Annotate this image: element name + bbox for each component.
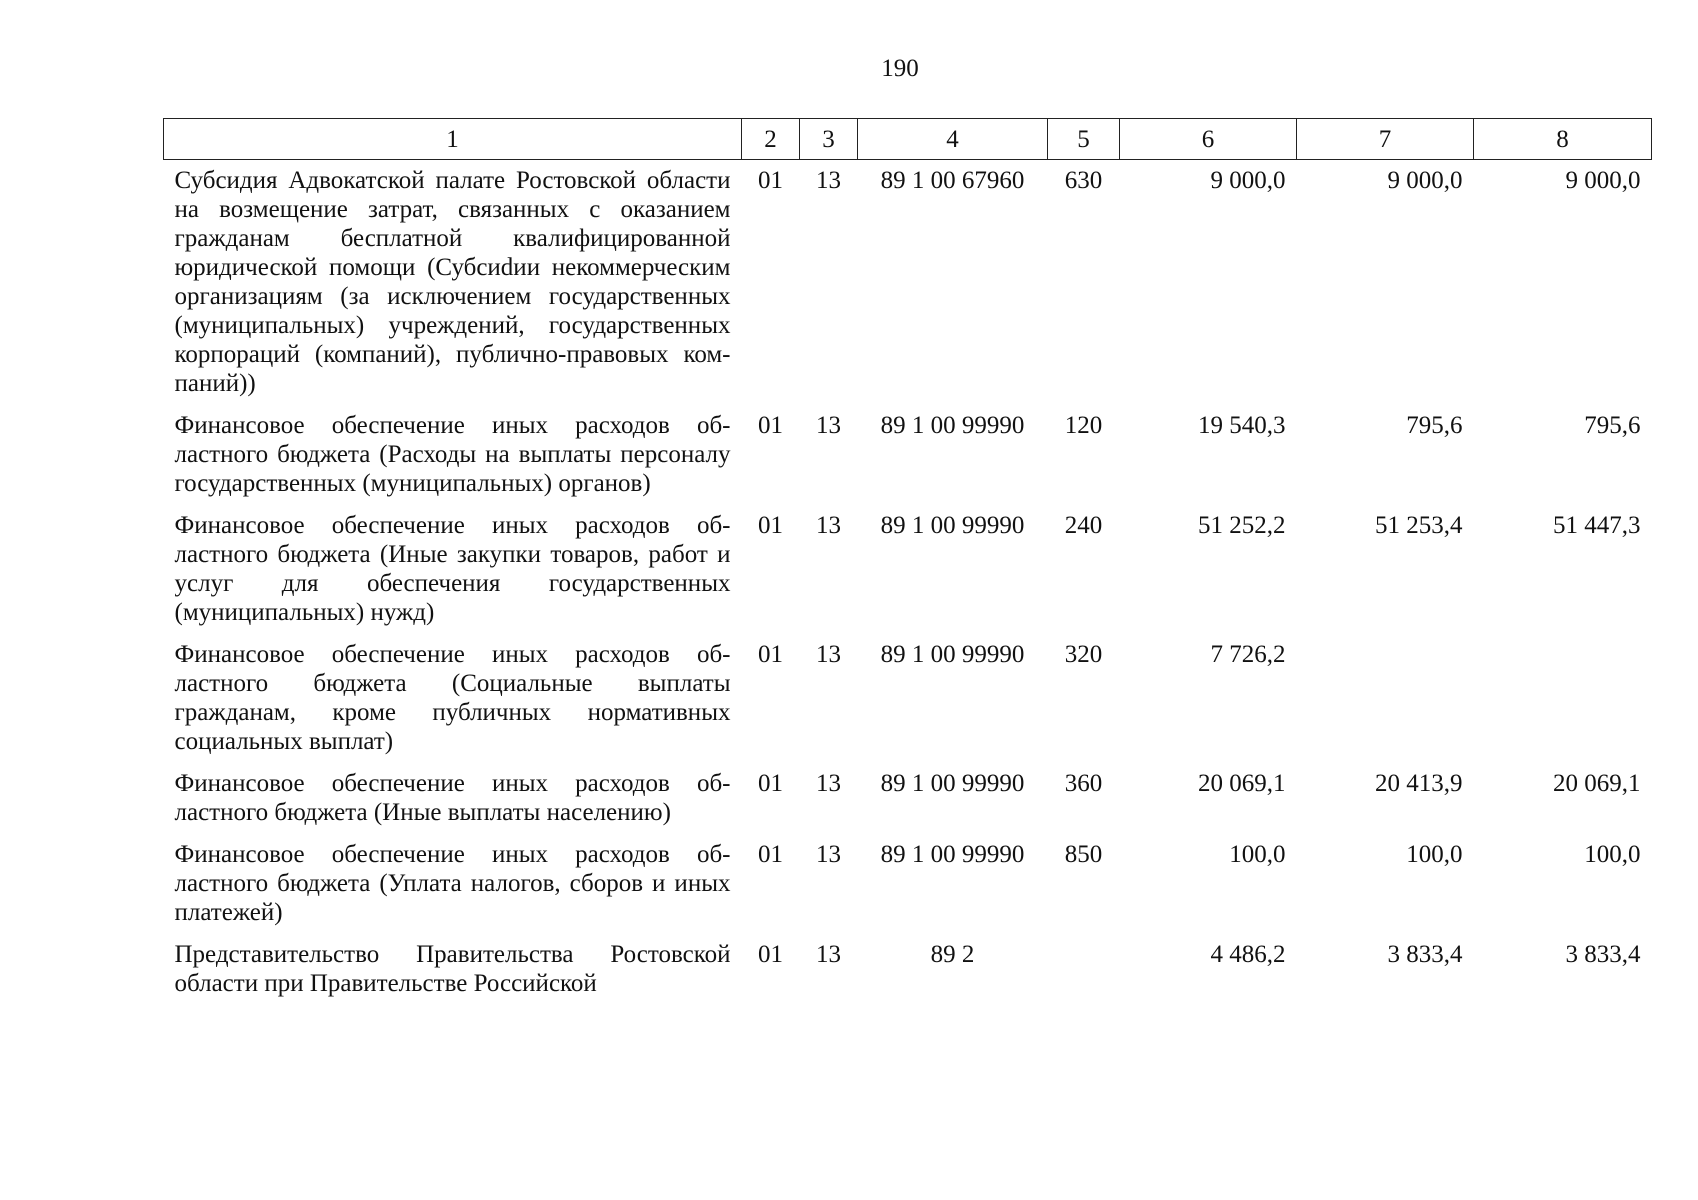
target-article-code: 89 2 bbox=[930, 941, 975, 968]
column-header: 7 bbox=[1297, 119, 1474, 160]
table-row bbox=[164, 637, 1652, 766]
amount-col8: 20 069,1 bbox=[1553, 770, 1641, 797]
expense-type-code: 320 bbox=[1064, 641, 1103, 668]
target-article-code: 89 1 00 67960 bbox=[880, 167, 1025, 194]
column-header: 1 bbox=[164, 119, 742, 160]
expense-type-code: 360 bbox=[1064, 770, 1103, 797]
amount-col7: 3 833,4 bbox=[1387, 941, 1463, 968]
amount-col7 bbox=[1297, 637, 1474, 766]
expense-type-code: 630 bbox=[1064, 167, 1103, 194]
amount-col6: 4 486,2 bbox=[1210, 941, 1286, 968]
amount-col6: 9 000,0 bbox=[1210, 167, 1286, 194]
amount-col7: 51 253,4 bbox=[1375, 512, 1463, 539]
subsection-code: 13 bbox=[816, 770, 841, 797]
table-row bbox=[164, 160, 1652, 409]
expense-type-code: 120 bbox=[1064, 412, 1103, 439]
amount-col7: 9 000,0 bbox=[1387, 167, 1463, 194]
amount-col6: 7 726,2 bbox=[1210, 641, 1286, 668]
table-row bbox=[164, 408, 1652, 508]
row-description: Финансовое обеспечение иных расходов областного бюджета (Иные закупки товаров, работ и услуг для обеспечения государственных (муниципальных) нужд) bbox=[174, 512, 731, 626]
section-code: 01 bbox=[758, 770, 783, 797]
header-row bbox=[164, 119, 1652, 160]
amount-col8: 3 833,4 bbox=[1565, 941, 1641, 968]
amount-col8 bbox=[1474, 637, 1652, 766]
table-row bbox=[164, 937, 1652, 1008]
section-code: 01 bbox=[758, 641, 783, 668]
column-header: 4 bbox=[858, 119, 1048, 160]
section-code: 01 bbox=[758, 841, 783, 868]
amount-col7: 20 413,9 bbox=[1375, 770, 1463, 797]
amount-col7: 100,0 bbox=[1406, 841, 1463, 868]
column-header: 5 bbox=[1048, 119, 1120, 160]
subsection-code: 13 bbox=[816, 512, 841, 539]
amount-col6: 20 069,1 bbox=[1198, 770, 1286, 797]
row-description: Финансовое обеспечение иных расходов областного бюджета (Иные выплаты населению) bbox=[174, 770, 731, 826]
amount-col8: 795,6 bbox=[1584, 412, 1641, 439]
column-header: 2 bbox=[742, 119, 800, 160]
subsection-code: 13 bbox=[816, 412, 841, 439]
target-article-code: 89 1 00 99990 bbox=[880, 412, 1025, 439]
subsection-code: 13 bbox=[816, 641, 841, 668]
target-article-code: 89 1 00 99990 bbox=[880, 770, 1025, 797]
section-code: 01 bbox=[758, 412, 783, 439]
row-description: Финансовое обеспечение иных расходов областного бюджета (Уплата налогов, сборов и иных платежей) bbox=[174, 841, 731, 926]
amount-col8: 51 447,3 bbox=[1553, 512, 1641, 539]
table-row bbox=[164, 837, 1652, 937]
amount-col7: 795,6 bbox=[1406, 412, 1463, 439]
column-header: 3 bbox=[800, 119, 858, 160]
row-description: Субсидия Адвокатской палате Ростовской области на возмещение затрат, связанных с оказанием гражданам бесплатной квалифицированной юридической помощи (Субсиdии некоммерческим организациям (за исключением государственных (муниципальных) учреждений, государственных корпораций (компаний), публично-правовых компаний)) bbox=[174, 167, 731, 397]
row-description: Финансовое обеспечение иных расходов областного бюджета (Расходы на выплаты персоналу государственных (муниципальных) органов) bbox=[174, 412, 731, 497]
target-article-code: 89 1 00 99990 bbox=[880, 641, 1025, 668]
expense-type-code: 240 bbox=[1064, 512, 1103, 539]
row-description: Представительство Правительства Ростовской области при Правительстве Российской bbox=[174, 941, 731, 997]
page-number: 190 bbox=[881, 55, 919, 82]
budget-table bbox=[163, 118, 1652, 1008]
subsection-code: 13 bbox=[816, 941, 841, 968]
target-article-code: 89 1 00 99990 bbox=[880, 841, 1025, 868]
expense-type-code: 850 bbox=[1064, 841, 1103, 868]
column-header: 8 bbox=[1474, 119, 1652, 160]
table-row bbox=[164, 766, 1652, 837]
target-article-code: 89 1 00 99990 bbox=[880, 512, 1025, 539]
amount-col6: 51 252,2 bbox=[1198, 512, 1286, 539]
section-code: 01 bbox=[758, 941, 783, 968]
subsection-code: 13 bbox=[816, 167, 841, 194]
amount-col6: 100,0 bbox=[1229, 841, 1286, 868]
table-header bbox=[164, 119, 1652, 160]
expense-type-code bbox=[1048, 937, 1120, 1008]
column-header: 6 bbox=[1120, 119, 1297, 160]
subsection-code: 13 bbox=[816, 841, 841, 868]
amount-col8: 9 000,0 bbox=[1565, 167, 1641, 194]
section-code: 01 bbox=[758, 512, 783, 539]
amount-col8: 100,0 bbox=[1584, 841, 1641, 868]
amount-col6: 19 540,3 bbox=[1198, 412, 1286, 439]
table-row bbox=[164, 508, 1652, 637]
row-description: Финансовое обеспечение иных расходов областного бюджета (Социальные выплаты гражданам, кроме публичных нормативных социальных выплат) bbox=[174, 641, 731, 755]
section-code: 01 bbox=[758, 167, 783, 194]
